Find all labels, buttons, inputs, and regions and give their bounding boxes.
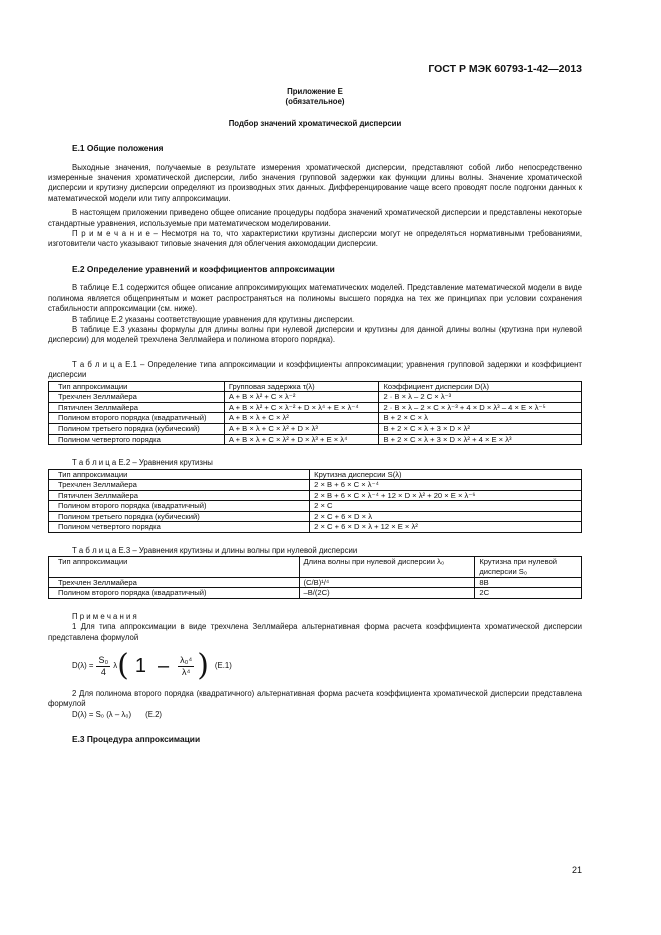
section-e3-heading: Е.3 Процедура аппроксимации bbox=[72, 734, 201, 745]
e2-paragraph-2: В таблице Е.2 указаны соответствующие уравнения для крутизны дисперсии. bbox=[72, 314, 355, 324]
table-cell: 2 · B × λ – 2 × C × λ⁻³ + 4 × D × λ³ – 4 × E × λ⁻⁵ bbox=[379, 402, 582, 413]
page-content bbox=[48, 86, 582, 745]
fraction-numerator: λ₀⁴ bbox=[180, 654, 193, 665]
formula-e1 bbox=[72, 643, 582, 689]
table-cell: 2C bbox=[475, 588, 582, 599]
table1-caption-label: Т а б л и ц а bbox=[72, 359, 123, 369]
section-e1-heading: Е.1 Общие положения bbox=[72, 143, 164, 154]
table-row bbox=[49, 577, 582, 588]
left-paren: ( bbox=[117, 648, 129, 684]
e1-note bbox=[48, 229, 582, 250]
table-header-cell: Тип аппроксимации bbox=[49, 381, 225, 392]
table-row bbox=[49, 588, 582, 599]
table-e3 bbox=[48, 556, 582, 598]
formula-e1-lhs: D(λ) = bbox=[72, 660, 94, 670]
table-header-row bbox=[49, 557, 582, 577]
note-text: – Несмотря на то, что характеристики крутизны дисперсии могут не определяться нормативными требованиями, изготовители часто указывают типовые значения для облегчения аккомодации дисперсии. bbox=[48, 229, 583, 249]
table-cell: Трехчлен Зеллмайера bbox=[49, 577, 300, 588]
formula-e1-tag: (Е.1) bbox=[214, 660, 232, 670]
table-cell: A + B × λ + C × λ² + D × λ³ + E × λ⁴ bbox=[224, 434, 379, 445]
e1-paragraph-2: В настоящем приложении приведено общее описание процедуры подбора значений хроматической дисперсии и представлены некоторые стандартные уравнения, используемые при математическом моделировании. bbox=[48, 208, 582, 228]
table-cell: 2 × C + 6 × D × λ bbox=[310, 511, 582, 522]
table-cell: Полином третьего порядка (кубический) bbox=[49, 511, 310, 522]
note-1: 1 Для типа аппроксимации в виде трехчлена Зеллмайера альтернативная форма расчета коэффициента хроматической дисперсии представлена формулой bbox=[48, 622, 582, 642]
table-cell: –B/(2C) bbox=[299, 588, 475, 599]
table-header-cell: Крутизна дисперсии S(λ) bbox=[310, 469, 582, 480]
table-cell: Полином второго порядка (квадратичный) bbox=[49, 588, 300, 599]
table-row bbox=[49, 522, 582, 533]
table-header-cell: Групповая задержка τ(λ) bbox=[224, 381, 379, 392]
table-row bbox=[49, 413, 582, 424]
table-row bbox=[49, 480, 582, 491]
table-row bbox=[49, 402, 582, 413]
table-cell: Полином четвертого порядка bbox=[49, 522, 310, 533]
table-cell: A + B × λ² + C × λ⁻² + D × λ⁴ + E × λ⁻⁴ bbox=[224, 402, 379, 413]
table-header-cell: Крутизна при нулевой дисперсии S₀ bbox=[475, 557, 582, 577]
table3-caption-label: Т а б л и ц а bbox=[72, 546, 117, 556]
appendix-subtitle: (обязательное) bbox=[285, 97, 345, 107]
table3-caption bbox=[48, 546, 582, 556]
table-header-cell: Тип аппроксимации bbox=[49, 557, 300, 577]
appendix-title: Приложение Е bbox=[287, 87, 343, 96]
formula-one: 1 bbox=[134, 654, 146, 677]
page-number: 21 bbox=[571, 865, 582, 875]
table1-caption bbox=[48, 360, 582, 381]
lambda-symbol: λ bbox=[113, 660, 118, 670]
table-cell: (C/B)¹/⁴ bbox=[299, 577, 475, 588]
formula-e2-tag: (Е.2) bbox=[145, 709, 163, 719]
e1-paragraph-1: Выходные значения, получаемые в результате измерения хроматической дисперсии, представляют собой либо непосредственно измеренные значения хроматической дисперсии, либо значения групповой задержки как функции длины волны. Значение хроматической дисперсии и крутизну дисперсии определяют из производных этих данных. Дифференцирование чаще всего проводят после подгонки данных к математической модели или типу аппроксимации. bbox=[48, 162, 582, 203]
table2-caption-label: Т а б л и ц а bbox=[72, 458, 117, 468]
table-cell: 2 × C + 6 × D × λ + 12 × E × λ² bbox=[310, 522, 582, 533]
table-e2 bbox=[48, 469, 582, 534]
table-cell: B + 2 × C × λ bbox=[379, 413, 582, 424]
table2-caption-text: Е.2 – Уравнения крутизны bbox=[116, 458, 213, 468]
section-e2-heading: Е.2 Определение уравнений и коэффициентов аппроксимации bbox=[72, 263, 335, 274]
table-row bbox=[49, 423, 582, 434]
appendix-heading: Подбор значений хроматической дисперсии bbox=[228, 118, 402, 128]
table-cell: 2 × B + 6 × C × λ⁻⁴ + 12 × D × λ² + 20 × E × λ⁻⁶ bbox=[310, 490, 582, 501]
table-header-cell: Длина волны при нулевой дисперсии λ₀ bbox=[299, 557, 475, 577]
table-cell: Полином второго порядка (квадратичный) bbox=[49, 413, 225, 424]
table-cell: Пятичлен Зеллмайера bbox=[49, 490, 310, 501]
table-cell: Пятичлен Зеллмайера bbox=[49, 402, 225, 413]
table-row bbox=[49, 511, 582, 522]
table-header-cell: Коэффициент дисперсии D(λ) bbox=[379, 381, 582, 392]
table-row bbox=[49, 490, 582, 501]
table-cell: A + B × λ + C × λ² bbox=[224, 413, 379, 424]
table-cell: 2 × B + 6 × C × λ⁻⁴ bbox=[310, 480, 582, 491]
table-cell: Полином четвертого порядка bbox=[49, 434, 225, 445]
notes-label: П р и м е ч а н и я bbox=[72, 611, 137, 621]
table-cell: 8B bbox=[475, 577, 582, 588]
table-header-row bbox=[49, 469, 582, 480]
table-cell: B + 2 × C × λ + 3 × D × λ² + 4 × E × λ³ bbox=[379, 434, 582, 445]
note-2: 2 Для полинома второго порядка (квадратичного) альтернативная форма расчета коэффициента хроматической дисперсии представлена формулой bbox=[48, 689, 582, 709]
table2-caption bbox=[48, 458, 582, 468]
table-header-row bbox=[49, 381, 582, 392]
formula-e2-text: D(λ) = S₀ (λ – λ₀) bbox=[72, 709, 132, 719]
formula-e2 bbox=[48, 710, 582, 720]
e2-paragraph-1: В таблице Е.1 содержится общее описание аппроксимирующих математических моделей. Представление математической модели в виде полинома является общепринятым и может распространяться на полиномы высшего порядка на тех же принципах при условии сохранения стабильности аппроксимации (см. ниже). bbox=[48, 283, 582, 314]
note-label: П р и м е ч а н и е bbox=[72, 229, 150, 239]
fraction-s0-over-4 bbox=[96, 655, 110, 678]
table-cell: Полином второго порядка (квадратичный) bbox=[49, 501, 310, 512]
table-row bbox=[49, 501, 582, 512]
table-cell: Полином третьего порядка (кубический) bbox=[49, 423, 225, 434]
table-header-cell: Тип аппроксимации bbox=[49, 469, 310, 480]
table-row bbox=[49, 434, 582, 445]
table-cell: 2 · B × λ – 2 C × λ⁻³ bbox=[379, 392, 582, 403]
formula-minus: – bbox=[157, 654, 170, 677]
table-cell: A + B × λ + C × λ² + D × λ³ bbox=[224, 423, 379, 434]
document-header: ГОСТ Р МЭК 60793-1-42—2013 bbox=[428, 63, 582, 75]
fraction-numerator: S₀ bbox=[98, 654, 109, 665]
table-cell: 2 × C bbox=[310, 501, 582, 512]
table-e1 bbox=[48, 381, 582, 446]
table-cell: A + B × λ² + C × λ⁻² bbox=[224, 392, 379, 403]
table-cell: B + 2 × C × λ + 3 × D × λ² bbox=[379, 423, 582, 434]
right-paren: ) bbox=[197, 648, 209, 684]
e2-paragraph-3: В таблице Е.3 указаны формулы для длины волны при нулевой дисперсии и крутизны для данной длины волны (крутизна при нулевой дисперсии) для моделей трехчлена Зеллмайера и полинома второго порядка). bbox=[48, 324, 582, 345]
table1-caption-text: Е.1 – Определение типа аппроксимации и коэффициенты аппроксимации; уравнения групповой задержки и коэффициент дисперсии bbox=[48, 359, 583, 380]
table-cell: Трехчлен Зеллмайера bbox=[49, 480, 310, 491]
fraction-denominator: 4 bbox=[100, 666, 106, 677]
table3-caption-text: Е.3 – Уравнения крутизны и длины волны при нулевой дисперсии bbox=[116, 546, 358, 556]
fraction-lambda-ratio bbox=[178, 655, 194, 678]
table-cell: Трехчлен Зеллмайера bbox=[49, 392, 225, 403]
fraction-denominator: λ⁴ bbox=[181, 666, 191, 677]
table-row bbox=[49, 392, 582, 403]
